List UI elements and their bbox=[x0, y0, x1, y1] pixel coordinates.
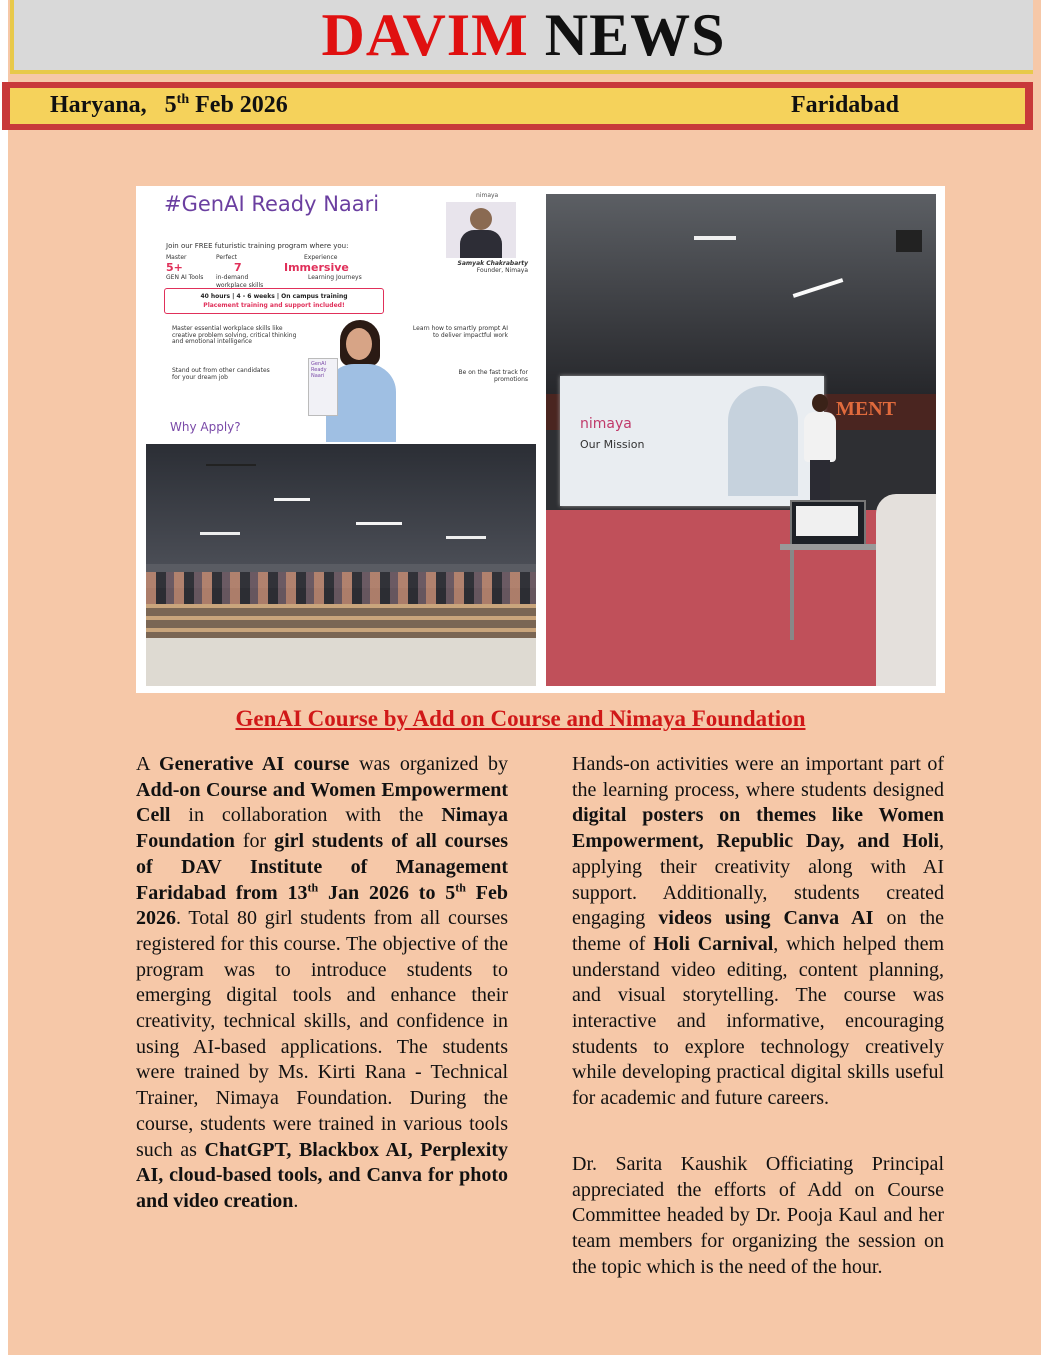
stage-banner-text: MENT bbox=[836, 398, 896, 420]
poster-stat-master-head: Master bbox=[166, 254, 187, 261]
speaker-figure bbox=[470, 208, 492, 230]
poster-why-apply: Why Apply? bbox=[170, 420, 241, 434]
poster-feature-prompt: Learn how to smartly prompt AI to deliver impactful work bbox=[412, 325, 508, 339]
photo-collage bbox=[136, 186, 945, 693]
article-column-left: A Generative AI course was organized by Add-on Course and Women Empowerment Cell in collaboration with the Nimaya Foundation for girl students of all courses of DAV Institute of Management Faridabad from 13th Jan 2026 to 5th Feb 2026. Total 80 girl students from all courses registered for this course. The objective of the program was to introduce students to emerging digital tools and enhance their creativity, technical skills, and confidence in using AI-based applications. The students were trained by Ms. Kirti Rana - Technical Trainer, Nimaya Foundation. During the course, students were trained in various tools such as ChatGPT, Blackbox AI, Perplexity AI, cloud-based tools, and Canva for photo and video creation. bbox=[136, 753, 509, 1212]
dateline-month-year: Feb 2026 bbox=[195, 92, 288, 118]
masthead-title bbox=[14, 0, 1033, 70]
poster-brand: nimaya bbox=[476, 192, 499, 199]
poster-stat-experience-sub: Learning Journeys bbox=[308, 274, 362, 281]
seated-person bbox=[876, 494, 936, 686]
woman-card bbox=[308, 358, 338, 416]
hall-ceiling-fan bbox=[206, 464, 256, 466]
hall-tubelight bbox=[356, 522, 402, 525]
speaker-caption bbox=[438, 260, 528, 274]
laptop-screen bbox=[796, 506, 858, 536]
dateline-place: Haryana, bbox=[50, 92, 147, 118]
poster-stat-perfect bbox=[216, 254, 276, 290]
stage-laptop bbox=[790, 500, 866, 546]
dateline-place-date bbox=[50, 92, 288, 119]
poster-feature-skills: Master essential workplace skills like creative problem solving, critical thinking and emotional intelligence bbox=[172, 325, 297, 345]
dateline-city: Faridabad bbox=[790, 92, 899, 118]
classroom-audience-photo bbox=[146, 444, 536, 686]
screen-heading: Our Mission bbox=[580, 438, 645, 451]
poster-stat-experience bbox=[284, 254, 374, 282]
hall-tubelight bbox=[446, 536, 486, 539]
table-leg bbox=[790, 550, 794, 640]
masthead-title-news: NEWS bbox=[544, 2, 726, 68]
hall-tubelight bbox=[274, 498, 310, 501]
genai-ready-naari-poster bbox=[146, 190, 536, 442]
dateline-band bbox=[2, 82, 1033, 130]
poster-woman-figure bbox=[308, 320, 408, 442]
woman-card-text: GenAI Ready Naari bbox=[311, 361, 327, 379]
poster-title: #GenAI Ready Naari bbox=[164, 192, 380, 216]
article-column-right: Hands-on activities were an important part of the learning process, where students designed digital posters on themes like Women Empowerment, Republic Day, and Holi, applying their creativity along with AI support. Additionally, students created engaging videos using Canva AI on the theme of Holi Carnival, which helped them understand video editing, content planning, and visual storytelling. The course was interactive and informative, encouraging students to explore technology creatively while developing practical digital skills useful for academic and future careers. bbox=[572, 753, 945, 1110]
woman-face bbox=[346, 328, 372, 360]
poster-duration-box bbox=[164, 288, 384, 314]
screen-brand: nimaya bbox=[580, 416, 632, 432]
presenter-head bbox=[812, 394, 828, 412]
article-closing-paragraph: Dr. Sarita Kaushik Officiating Principal appreciated the efforts of Add on Course Committee headed by Dr. Pooja Kaul and her team members for organizing the session on the topic which is the need of the hour. bbox=[572, 1153, 944, 1278]
hall-audience bbox=[146, 572, 536, 608]
hall-tubelight bbox=[200, 532, 240, 535]
stage-ceiling bbox=[546, 194, 936, 394]
poster-intro: Join our FREE futuristic training program where you: bbox=[166, 242, 349, 250]
stage-tubelight bbox=[694, 236, 736, 240]
poster-feature-promotions: Be on the fast track for promotions bbox=[458, 369, 528, 383]
presenter-body bbox=[804, 412, 836, 462]
dateline-day: 5 bbox=[164, 92, 177, 118]
projector-screen bbox=[560, 376, 824, 506]
poster-stat-experience-head: Experience bbox=[304, 254, 338, 261]
presenter bbox=[796, 394, 846, 510]
dateline-inner bbox=[10, 88, 1025, 124]
poster-stat-perfect-head: Perfect bbox=[216, 254, 238, 261]
speaker-name: Samyak Chakrabarty bbox=[457, 260, 528, 267]
speaker-suit bbox=[460, 230, 502, 258]
stage-speaker-box bbox=[896, 230, 922, 252]
hall-sofa bbox=[146, 638, 536, 686]
poster-duration: 40 hours | 4 - 6 weeks | On campus training bbox=[200, 293, 348, 300]
poster-feature-standout: Stand out from other candidates for your dream job bbox=[172, 367, 270, 381]
poster-stat-perfect-sub: in-demand workplace skills bbox=[216, 274, 264, 289]
hall-ceiling bbox=[146, 444, 536, 564]
article-headline: GenAI Course by Add on Course and Nimaya Foundation bbox=[235, 706, 806, 731]
dateline-day-suffix: th bbox=[176, 92, 190, 107]
poster-stat-master-sub: GEN AI Tools bbox=[166, 274, 204, 281]
poster-stat-perfect-value: 7 bbox=[234, 261, 242, 274]
hall-desks bbox=[146, 604, 536, 640]
stage-presentation-photo bbox=[546, 194, 936, 686]
poster-stat-master-value: 5+ bbox=[166, 261, 183, 274]
screen-figure bbox=[728, 386, 798, 496]
poster-stat-experience-value: Immersive bbox=[284, 261, 349, 274]
poster-stat-master bbox=[166, 254, 206, 282]
speaker-role: Founder, Nimaya bbox=[476, 267, 528, 274]
poster-placement: Placement training and support included! bbox=[203, 302, 345, 309]
speaker-photo bbox=[446, 202, 516, 258]
masthead bbox=[10, 0, 1033, 74]
masthead-title-davim: DAVIM bbox=[321, 2, 529, 68]
